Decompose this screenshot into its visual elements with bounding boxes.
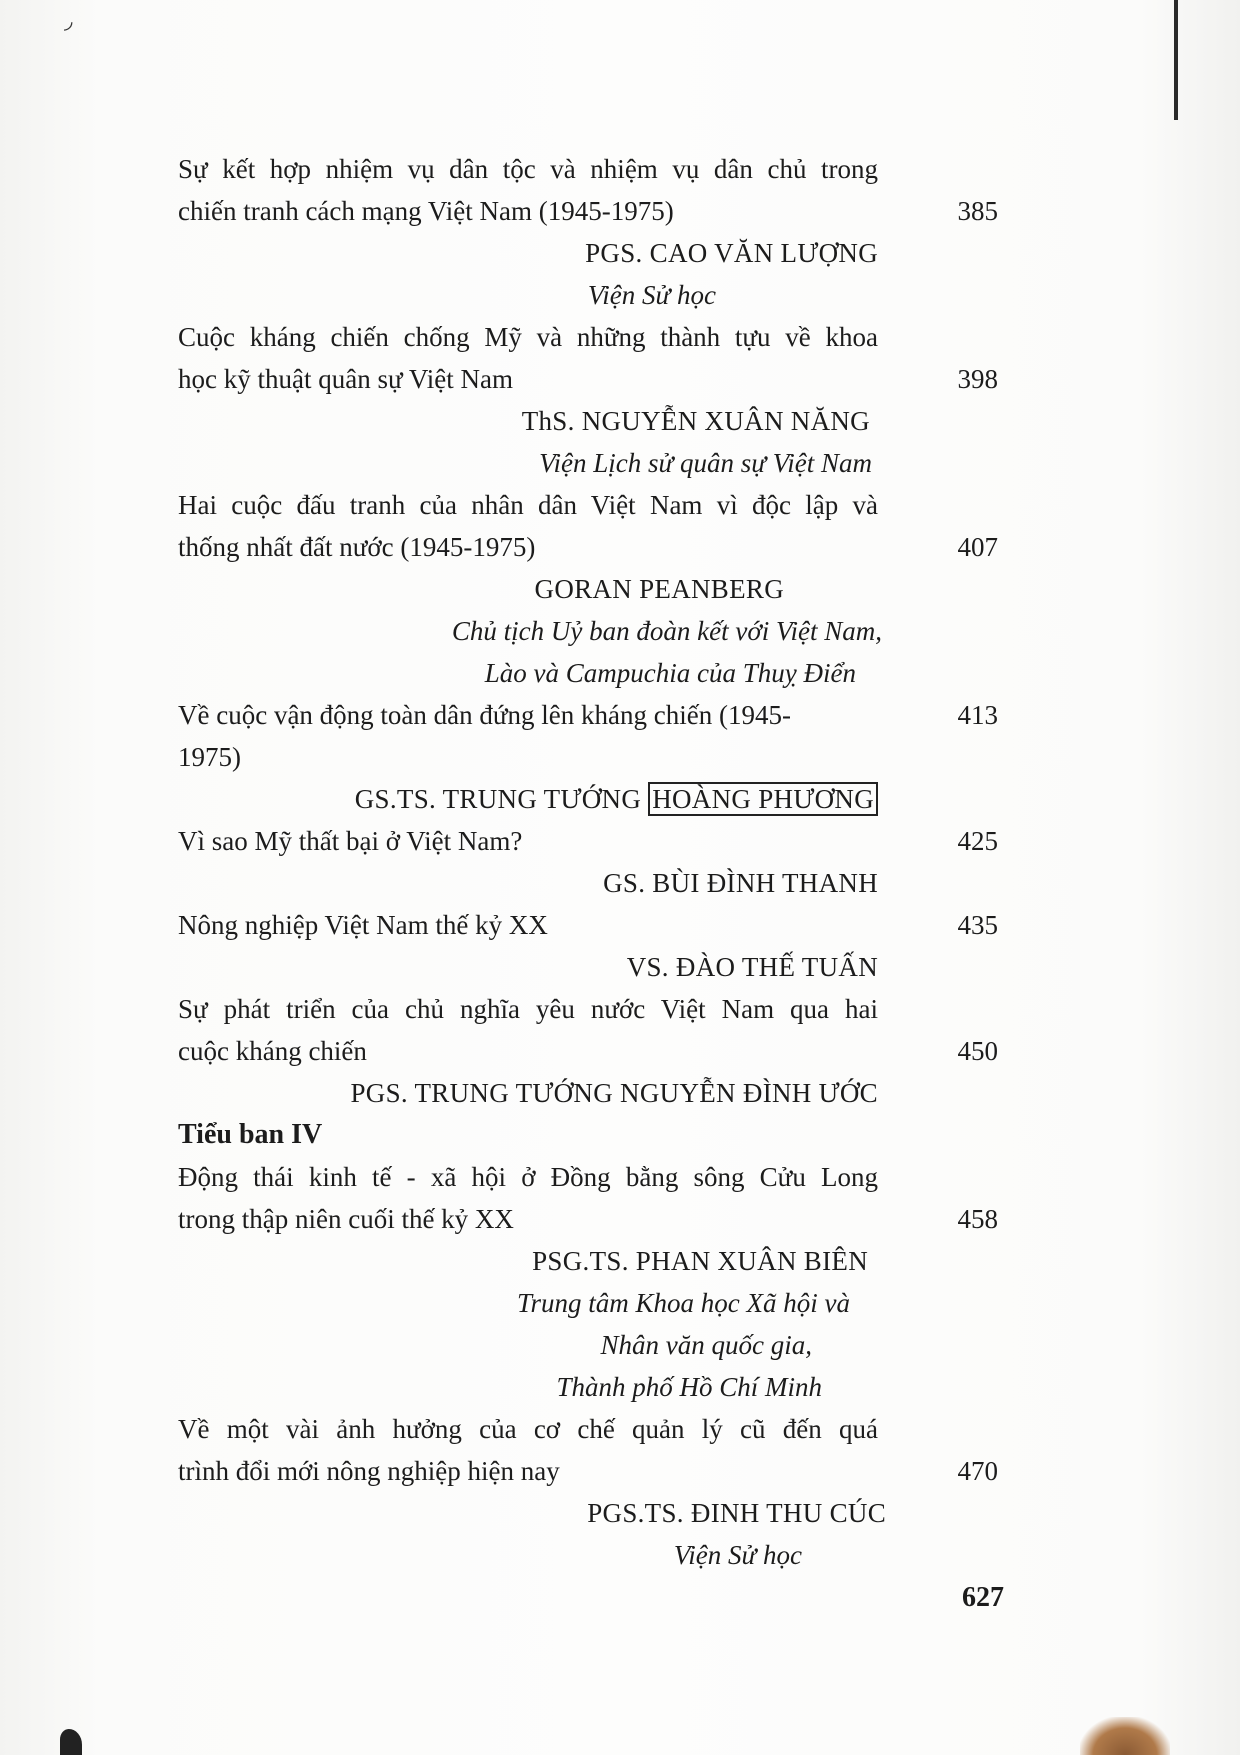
entry-page-number: 435 — [957, 910, 998, 940]
toc-entry — [178, 904, 998, 988]
scan-thumb-mark — [1080, 1717, 1170, 1755]
entry-affiliation: Trung tâm Khoa học Xã hội và — [516, 1288, 850, 1318]
entry-title-line-last: 1975) — [178, 742, 241, 772]
toc-entry — [178, 484, 998, 694]
entry-page-number: 398 — [957, 364, 998, 394]
entry-page-number: 407 — [957, 532, 998, 562]
entry-title-text: chiến tranh cách mạng Việt Nam (1945-1975) — [178, 196, 674, 226]
entry-affiliation: Thành phố Hồ Chí Minh — [556, 1372, 822, 1402]
entry-title-text: thống nhất đất nước (1945-1975) — [178, 532, 536, 562]
entry-title-text: học kỹ thuật quân sự Việt Nam — [178, 364, 513, 394]
entry-title-line: Về một vài ảnh hưởng của cơ chế quản lý cũ đến quá — [178, 1414, 878, 1444]
entry-title-line: Sự kết hợp nhiệm vụ dân tộc và nhiệm vụ dân chủ trong — [178, 154, 878, 184]
toc-entry — [178, 148, 998, 316]
entry-title-line-last — [178, 1030, 998, 1072]
toc-entry — [178, 694, 998, 820]
section-heading: Tiểu ban IV — [178, 1119, 323, 1150]
entry-title-text: Nông nghiệp Việt Nam thế kỷ XX — [178, 910, 548, 940]
scan-blot-left — [60, 1729, 82, 1755]
entry-affiliation: Viện Sử học — [587, 280, 716, 310]
toc-entry — [178, 1408, 998, 1576]
entry-affiliation: Lào và Campuchia của Thuỵ Điển — [484, 658, 856, 688]
entry-page-number: 413 — [957, 700, 998, 730]
page-edge-shadow — [1174, 0, 1178, 120]
entry-author — [178, 778, 998, 820]
author-title: GS.TS. TRUNG TƯỚNG — [354, 784, 642, 814]
toc-entry — [178, 988, 998, 1114]
entry-affiliation: Viện Lịch sử quân sự Việt Nam — [539, 448, 872, 478]
toc-entry — [178, 316, 998, 484]
entry-title-text: Vì sao Mỹ thất bại ở Việt Nam? — [178, 826, 523, 856]
entry-page-number: 450 — [957, 1036, 998, 1066]
entry-author: PGS. CAO VĂN LƯỢNG — [585, 238, 878, 268]
entry-title-line-last — [178, 1450, 998, 1492]
entry-title-line-last — [178, 358, 998, 400]
entry-title-line: Sự phát triển của chủ nghĩa yêu nước Việt Nam qua hai — [178, 994, 878, 1024]
entry-title-line: Cuộc kháng chiến chống Mỹ và những thành tựu về khoa — [178, 322, 878, 352]
entry-title-line-last — [178, 526, 998, 568]
author-name-highlighted: HOÀNG PHƯƠNG — [648, 782, 878, 816]
page-number: 627 — [962, 1582, 1004, 1613]
entry-author: VS. ĐÀO THẾ TUẤN — [626, 952, 878, 982]
entry-author: GS. BÙI ĐÌNH THANH — [603, 868, 878, 898]
entry-page-number: 425 — [957, 826, 998, 856]
entry-title-line-last — [178, 190, 998, 232]
table-of-contents — [178, 148, 998, 1576]
entry-title-text: trình đổi mới nông nghiệp hiện nay — [178, 1456, 560, 1486]
entry-title-text: Về cuộc vận động toàn dân đứng lên kháng chiến (1945- — [178, 700, 791, 730]
entry-page-number: 470 — [957, 1456, 998, 1486]
entry-author: PSG.TS. PHAN XUÂN BIÊN — [532, 1246, 868, 1276]
entry-affiliation: Chủ tịch Uỷ ban đoàn kết với Việt Nam, — [451, 616, 882, 646]
entry-affiliation: Nhân văn quốc gia, — [600, 1330, 812, 1360]
entry-title-line — [178, 904, 998, 946]
entry-author: GORAN PEANBERG — [534, 574, 784, 604]
entry-affiliation: Viện Sử học — [673, 1540, 802, 1570]
entry-page-number: 385 — [957, 196, 998, 226]
toc-entry — [178, 820, 998, 904]
entry-title-line — [178, 694, 998, 736]
entry-title-text: trong thập niên cuối thế kỷ XX — [178, 1204, 514, 1234]
entry-title-line-last — [178, 1198, 998, 1240]
entry-author: ThS. NGUYỄN XUÂN NĂNG — [521, 406, 870, 436]
toc-entry — [178, 1156, 998, 1408]
entry-title-line: Động thái kinh tế - xã hội ở Đồng bằng sông Cửu Long — [178, 1162, 878, 1192]
entry-page-number: 458 — [957, 1204, 998, 1234]
entry-title-line — [178, 820, 998, 862]
entry-title-text: cuộc kháng chiến — [178, 1036, 367, 1066]
entry-author: PGS. TRUNG TƯỚNG NGUYỄN ĐÌNH ƯỚC — [350, 1078, 878, 1108]
scan-mark: ◞ — [64, 8, 73, 33]
entry-author: PGS.TS. ĐINH THU CÚC — [587, 1498, 886, 1528]
entry-title-line: Hai cuộc đấu tranh của nhân dân Việt Nam vì độc lập và — [178, 490, 878, 520]
